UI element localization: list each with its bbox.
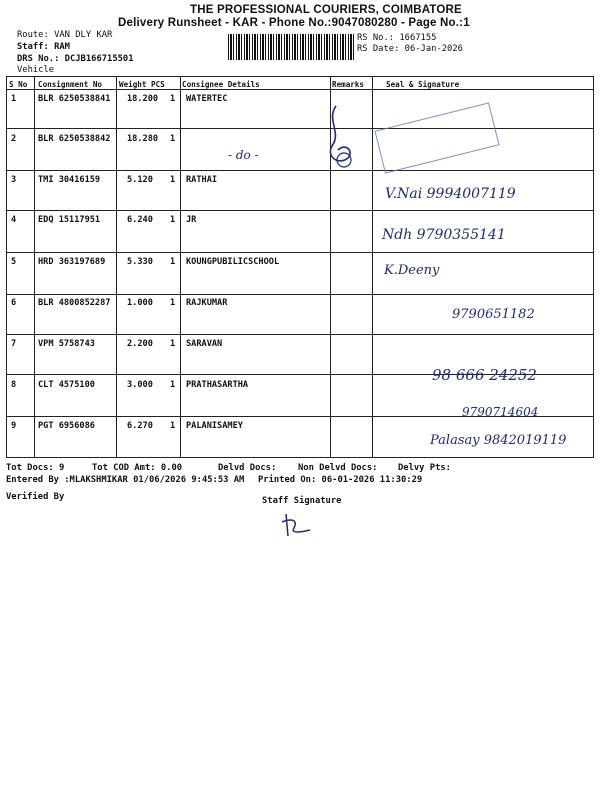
row-consignment: BLR 4800852287 bbox=[38, 298, 111, 308]
printed-on: Printed On: 06-01-2026 11:30:29 bbox=[258, 475, 423, 485]
row-pcs: 1 bbox=[170, 94, 176, 104]
row-consignee: PRATHASARTHA bbox=[186, 380, 249, 390]
row-sno: 5 bbox=[11, 257, 17, 267]
row-sno: 3 bbox=[11, 175, 17, 185]
row-consignee: PALANISAMEY bbox=[186, 421, 243, 431]
row-weight: 1.000 bbox=[127, 298, 153, 308]
row-line-3 bbox=[6, 210, 594, 211]
row-sno: 8 bbox=[11, 380, 17, 390]
handwritten-signature-row6: 9790651182 bbox=[452, 307, 535, 322]
row-consignee: RAJKUMAR bbox=[186, 298, 228, 308]
row-weight: 6.270 bbox=[127, 421, 153, 431]
col-line-5 bbox=[372, 76, 373, 458]
row-sno: 2 bbox=[11, 134, 17, 144]
row-sno: 7 bbox=[11, 339, 17, 349]
row-sno: 1 bbox=[11, 94, 17, 104]
row-line-4 bbox=[6, 252, 594, 253]
delivery-points: Delvy Pts: bbox=[398, 463, 451, 473]
barcode bbox=[228, 34, 354, 60]
route-label: Route: VAN DLY KAR bbox=[17, 30, 113, 40]
row-sno: 4 bbox=[11, 215, 17, 225]
row-line-2 bbox=[6, 170, 594, 171]
remarks-scribble bbox=[318, 100, 358, 172]
row-pcs: 1 bbox=[170, 175, 176, 185]
total-cod-amount: Tot COD Amt: 0.00 bbox=[92, 463, 183, 473]
row-consignment: BLR 6250538841 bbox=[38, 94, 111, 104]
handwritten-signature-row5: K.Deeny bbox=[384, 263, 440, 278]
col-line-1 bbox=[34, 76, 35, 458]
handwritten-ditto: - do - bbox=[228, 148, 259, 162]
row-consignee: SARAVAN bbox=[186, 339, 223, 349]
row-sno: 6 bbox=[11, 298, 17, 308]
handwritten-signature-row3: V.Nai 9994007119 bbox=[385, 186, 516, 202]
col-header-sno: S No bbox=[9, 80, 28, 89]
col-line-2 bbox=[116, 76, 117, 458]
row-weight: 5.120 bbox=[127, 175, 153, 185]
col-line-0 bbox=[6, 76, 7, 458]
staff-signature-mark bbox=[278, 510, 314, 540]
rs-date: RS Date: 06-Jan-2026 bbox=[357, 44, 463, 54]
row-consignee: JR bbox=[186, 215, 197, 225]
staff-label: Staff: RAM bbox=[17, 42, 70, 52]
entered-by: Entered By :MLAKSHMIKAR 01/06/2026 9:45:53 AM bbox=[6, 475, 245, 485]
non-delivered-docs: Non Delvd Docs: bbox=[298, 463, 378, 473]
row-consignment: TMI 30416159 bbox=[38, 175, 101, 185]
table-top-line bbox=[6, 76, 594, 77]
handwritten-signature-row7: 98 666 24252 bbox=[432, 366, 537, 384]
company-title: THE PROFESSIONAL COURIERS, COIMBATORE bbox=[190, 4, 462, 16]
handwritten-signature-row4: Ndh 9790355141 bbox=[382, 227, 506, 243]
rs-number: RS No.: 1667155 bbox=[357, 33, 437, 43]
table-bottom-line bbox=[6, 457, 594, 458]
row-pcs: 1 bbox=[170, 257, 176, 267]
row-weight: 3.000 bbox=[127, 380, 153, 390]
col-header-consignment: Consignment No bbox=[38, 80, 103, 89]
row-consignment: PGT 6956086 bbox=[38, 421, 95, 431]
handwritten-signature-row8: 9790714604 bbox=[462, 405, 539, 419]
company-seal-stamp bbox=[374, 102, 499, 173]
col-header-weight: Weight PCS bbox=[119, 80, 165, 89]
table-header-line bbox=[6, 89, 594, 90]
row-pcs: 1 bbox=[170, 380, 176, 390]
row-consignment: VPM 5758743 bbox=[38, 339, 95, 349]
row-pcs: 1 bbox=[170, 134, 176, 144]
row-pcs: 1 bbox=[170, 421, 176, 431]
runsheet-title: Delivery Runsheet - KAR - Phone No.:9047080280 - Page No.:1 bbox=[118, 17, 470, 29]
row-weight: 2.200 bbox=[127, 339, 153, 349]
row-consignment: EDQ 15117951 bbox=[38, 215, 101, 225]
staff-signature-label: Staff Signature bbox=[262, 496, 342, 506]
vehicle-label: Vehicle bbox=[17, 65, 55, 75]
col-line-3 bbox=[180, 76, 181, 458]
verified-by-label: Verified By bbox=[6, 492, 65, 502]
row-line-1 bbox=[6, 128, 594, 129]
row-pcs: 1 bbox=[170, 298, 176, 308]
row-pcs: 1 bbox=[170, 339, 176, 349]
row-consignee: KOUNGPUBILICSCHOOL bbox=[186, 257, 280, 267]
row-consignment: BLR 6250538842 bbox=[38, 134, 111, 144]
row-line-6 bbox=[6, 334, 594, 335]
col-header-seal: Seal & Signature bbox=[386, 80, 460, 89]
col-header-remarks: Remarks bbox=[332, 80, 365, 89]
drs-number: DRS No.: DCJB166715501 bbox=[17, 54, 134, 64]
delivered-docs: Delvd Docs: bbox=[218, 463, 277, 473]
row-line-5 bbox=[6, 294, 594, 295]
col-line-6 bbox=[593, 76, 594, 458]
row-weight: 6.240 bbox=[127, 215, 153, 225]
row-consignment: CLT 4575100 bbox=[38, 380, 95, 390]
row-consignee: WATERTEC bbox=[186, 94, 228, 104]
handwritten-signature-row9: Palasay 9842019119 bbox=[430, 433, 567, 448]
row-consignee: RATHAI bbox=[186, 175, 218, 185]
col-header-consignee: Consignee Details bbox=[182, 80, 260, 89]
total-docs: Tot Docs: 9 bbox=[6, 463, 65, 473]
row-sno: 9 bbox=[11, 421, 17, 431]
row-weight: 18.280 bbox=[127, 134, 159, 144]
row-weight: 5.330 bbox=[127, 257, 153, 267]
row-consignment: HRD 363197689 bbox=[38, 257, 106, 267]
row-pcs: 1 bbox=[170, 215, 176, 225]
row-weight: 18.200 bbox=[127, 94, 159, 104]
